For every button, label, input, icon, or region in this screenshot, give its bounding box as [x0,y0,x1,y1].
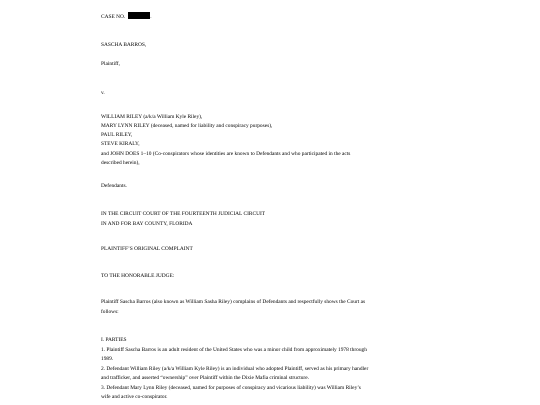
paragraph-line: wife and active co-conspirator. [101,394,168,400]
case-number-line [101,12,152,21]
complaint-title: PLAINTIFF’S ORIGINAL COMPLAINT [101,246,193,252]
court-line-1: IN THE CIRCUIT COURT OF THE FOURTEENTH JUDICIAL CIRCUIT [101,211,266,217]
defendant-line: PAUL RILEY, [101,132,133,138]
plaintiff-role: Plaintiff, [101,61,120,67]
defendants-role: Defendants. [101,183,127,189]
defendant-line: and JOHN DOES 1–10 (Co-conspirators whose identities are known to Defendants and who participated in the acts [101,151,351,157]
intro-line-1: Plaintiff Sascha Barros (also known as William Sasha Riley) complains of Defendants and respectfully shows the Court as [101,299,366,305]
case-number-trailing: . [150,14,152,20]
paragraph-line: 3. Defendant Mary Lynn Riley (deceased, named for purposes of conspiracy and vicarious liability) was William Riley’s [101,385,361,391]
paragraph-line: 2. Defendant William Riley (a/k/a William Kyle Riley) is an individual who adopted Plaintiff, served as his primary handler [101,366,369,372]
paragraph-line: 1989. [101,356,114,362]
paragraph-line: 1. Plaintiff Sascha Barros is an adult resident of the United States who was a minor child from approximately 1978 through [101,347,367,353]
section-heading-parties: I. PARTIES [101,337,127,343]
defendant-line: MARY LYNN RILEY (deceased, named for liability and conspiracy purposes), [101,123,273,129]
court-line-2: IN AND FOR BAY COUNTY, FLORIDA [101,221,193,227]
redaction-bar [128,12,150,19]
intro-line-2: follows: [101,309,119,315]
defendant-line: WILLIAM RILEY (a/k/a William Kyle Riley), [101,114,203,120]
case-number-label: CASE NO. [101,14,126,20]
defendant-line: described herein), [101,160,140,166]
salutation: TO THE HONORABLE JUDGE: [101,273,175,279]
plaintiff-name: SASCHA BARROS, [101,42,147,48]
defendant-line: STEVE KIRALY, [101,141,140,147]
versus: v. [101,90,105,96]
paragraph-line: and trafficker, and asserted “ownership” over Plaintiff within the Dixie Mafia criminal structure. [101,375,309,381]
